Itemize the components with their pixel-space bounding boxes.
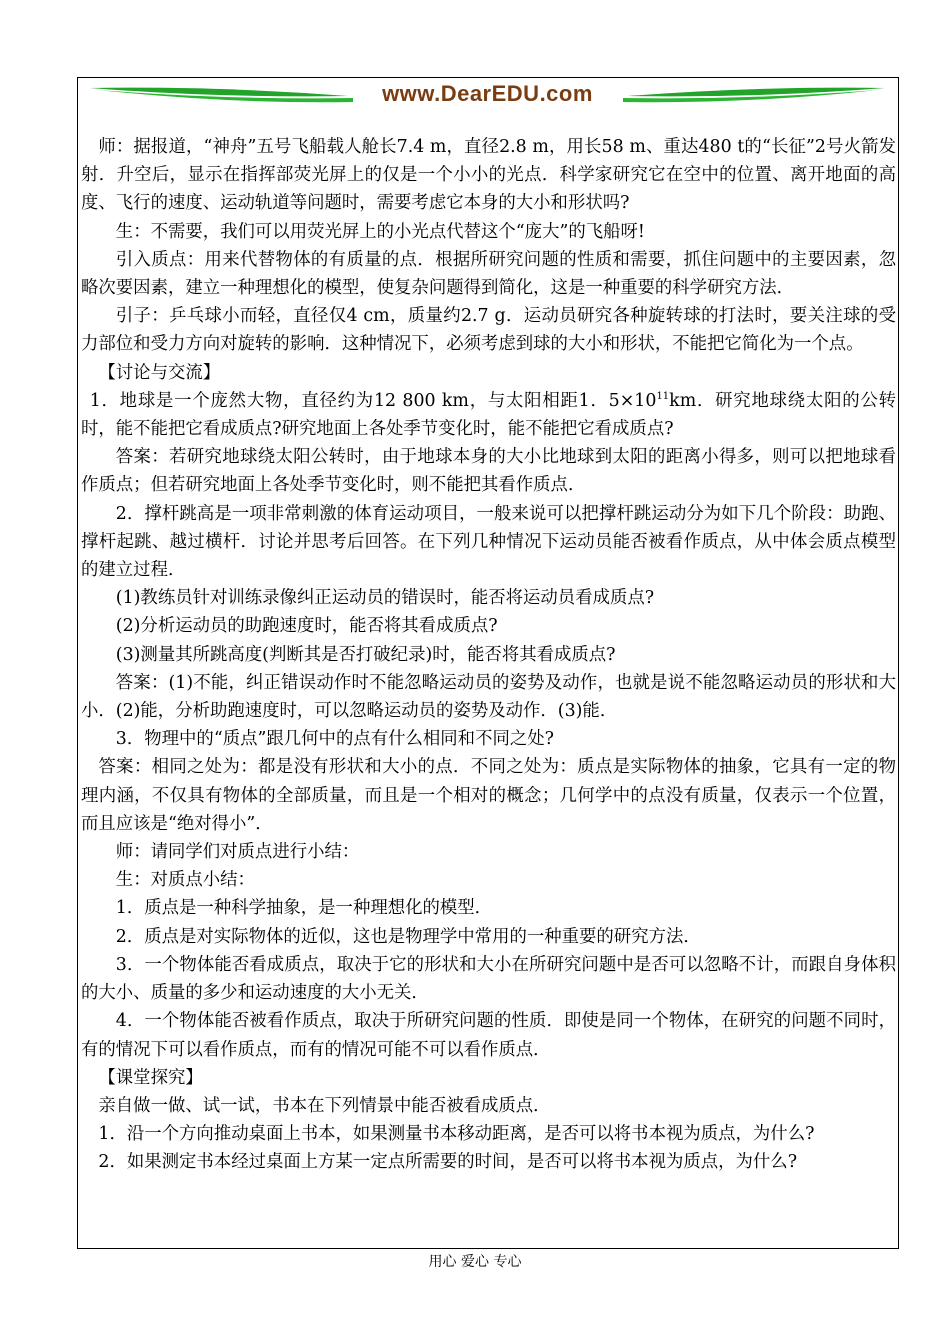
answer-2: 答案：(1)不能，纠正错误动作时不能忽略运动员的姿势及动作，也就是说不能忽略运动员的形状和大小．(2)能，分析助跑速度时，可以忽略运动员的姿势及动作．(3)能．	[81, 672, 896, 722]
section-heading-discussion: 【讨论与交流】	[98, 362, 221, 383]
site-logo-text: www.DearEDU.com	[382, 81, 593, 106]
summary-point-3: 3．一个物体能否看成质点，取决于它的形状和大小在所研究问题中是否可以忽略不计，而跟自身体积的大小、质量的多少和运动速度的大小无关．	[81, 954, 896, 1004]
question-2-item-2: (2)分析运动员的助跑速度时，能否将其看成质点?	[115, 616, 498, 637]
paragraph-teacher-question: 师：据报道，“神舟”五号飞船载人舱长7.4 m，直径2.8 m，用长58 m、重达480 t的“长征”2号火箭发射．升空后，显示在指挥部荧光屏上的仅是一个小小的光点．科学家研究它在空中的位置、离开地面的高度、飞行的速度、运动轨道等问题时，需要考虑它本身的大小和形状吗?	[81, 137, 896, 214]
question-2-item-1: (1)教练员针对训练录像纠正运动员的错误时，能否将运动员看成质点?	[115, 588, 655, 609]
paragraph-lead-in: 引子：乒乓球小而轻，直径仅4 cm，质量约2.7 g．运动员研究各种旋转球的打法时，要关注球的受力部位和受力方向对旋转的影响．这种情况下，必须考虑到球的大小和形状，不能把它简化为一个点。	[81, 306, 896, 355]
paragraph-student-answer: 生：不需要，我们可以用荧光屏上的小光点代替这个“庞大”的飞船呀!	[115, 221, 645, 242]
summary-point-4: 4．一个物体能否被看作质点，取决于所研究问题的性质．即使是同一个物体，在研究的问题不同时，有的情况下可以看作质点，而有的情况可能不可以看作质点．	[81, 1011, 896, 1060]
summary-point-1: 1．质点是一种科学抽象，是一种理想化的模型．	[115, 898, 493, 919]
inquiry-question-1: 1．沿一个方向推动桌面上书本，如果测量书本移动距离，是否可以将书本视为质点，为什么?	[98, 1124, 815, 1145]
section-heading-inquiry: 【课堂探究】	[98, 1067, 203, 1088]
page-footer: 用心 爱心 专心	[428, 1254, 522, 1270]
question-1-part-a: 1．地球是一个庞然大物，直径约为12 800 km，与太阳相距1．5×10	[89, 390, 657, 411]
page-frame	[77, 77, 899, 1249]
question-1-exponent: 11	[656, 391, 670, 403]
answer-3: 答案：相同之处为：都是没有形状和大小的点．不同之处为：质点是实际物体的抽象，它具有一定的物理内涵，不仅具有物体的全部质量，而且是一个相对的概念；几何学中的点没有质量，仅表示一个位置，而且应该是“绝对得小”．	[81, 757, 896, 834]
question-2-item-3: (3)测量其所跳高度(判断其是否打破纪录)时，能否将其看成质点?	[115, 644, 616, 665]
site-banner	[78, 78, 897, 118]
student-summary-heading: 生：对质点小结：	[115, 870, 255, 891]
question-1-part-b: km．研究地球绕太阳的公转时，能不能把它看成质点?研究地面上各处季节变化时，能不能把它看成质点?	[81, 390, 896, 440]
inquiry-question-2: 2．如果测定书本经过桌面上方某一定点所需要的时间，是否可以将书本视为质点，为什么?	[98, 1152, 798, 1173]
answer-1: 答案：若研究地球绕太阳公转时，由于地球本身的大小比地球到太阳的距离小得多，则可以把地球看作质点；但若研究地面上各处季节变化时，则不能把其看作质点．	[81, 447, 896, 496]
summary-point-2: 2．质点是对实际物体的近似，这也是物理学中常用的一种重要的研究方法．	[115, 926, 701, 947]
question-2: 2．撑杆跳高是一项非常刺激的体育运动项目，一般来说可以把撑杆跳运动分为如下几个阶段：助跑、撑杆起跳、越过横杆．讨论并思考后回答。在下列几种情况下运动员能否被看作质点，从中体会质点模型的建立过程．	[81, 503, 896, 581]
paragraph-introduce-particle: 引入质点：用来代替物体的有质量的点．根据所研究问题的性质和需要，抓住问题中的主要因素，忽略次要因素，建立一种理想化的模型，使复杂问题得到简化，这是一种重要的科学研究方法．	[81, 249, 896, 299]
question-3: 3．物理中的“质点”跟几何中的点有什么相同和不同之处?	[115, 729, 554, 750]
inquiry-intro: 亲自做一做、试一试，书本在下列情景中能否被看成质点．	[98, 1095, 551, 1116]
document-body	[81, 133, 896, 1177]
question-1	[81, 387, 896, 443]
teacher-summary-prompt: 师：请同学们对质点进行小结：	[115, 842, 360, 863]
